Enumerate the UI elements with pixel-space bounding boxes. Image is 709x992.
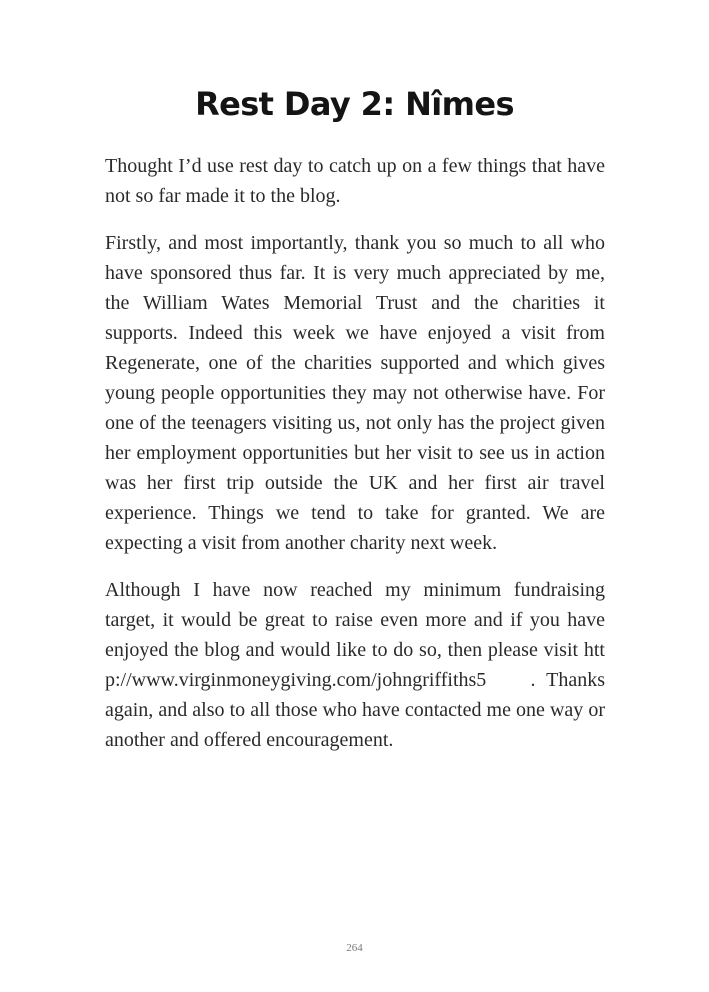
paragraph-fundraising: [105, 575, 605, 755]
donation-link[interactable]: http://www.virginmoneygiving.com/johngriffiths5: [105, 639, 605, 691]
paragraph-thanks: Firstly, and most importantly, thank you so much to all who have sponsored thus far. It is very much appreciated by me, the William Wates Memorial Trust and the charities it supports. Indeed this week we have enjoyed a visit from Regenerate, one of the charities supported and which gives young people opportunities they may not otherwise have. For one of the teenagers visiting us, not only has the project given her employment opportunities but her visit to see us in action was her first trip outside the UK and her first air travel experience. Things we tend to take for granted. We are expecting a visit from another charity next week.: [105, 232, 605, 554]
body-text: [105, 151, 605, 772]
paragraph-intro: Thought I’d use rest day to catch up on a few things that have not so far made it to the blog.: [105, 155, 605, 207]
page-number: 264: [346, 942, 363, 954]
paragraph-fundraising-text: Although I have now reached my minimum fundraising target, it would be great to raise even more and if you have enjoyed the blog and would like to do so, then please visit: [105, 579, 605, 661]
paragraph-fundraising-closing: . Thanks again, and also to all those who have contacted me one way or another and offered encouragement.: [105, 669, 606, 751]
page-title: Rest Day 2: Nîmes: [195, 85, 514, 123]
